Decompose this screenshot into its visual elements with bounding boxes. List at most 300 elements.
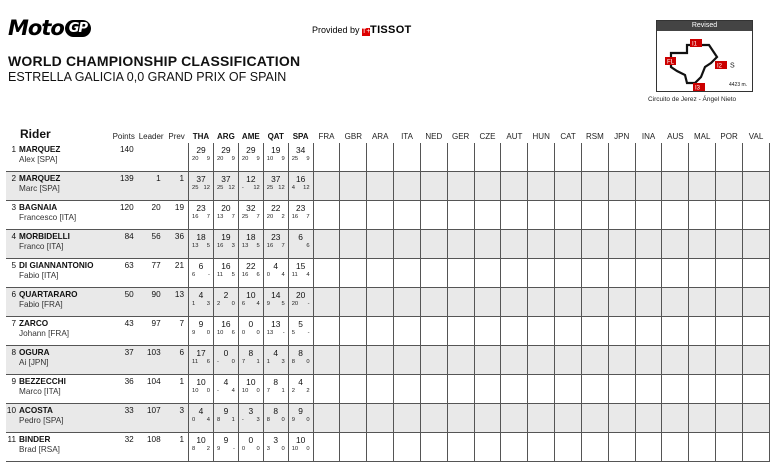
future-race-cell — [635, 172, 662, 201]
race-points: 9 — [223, 406, 229, 416]
col-future-race: GER — [451, 132, 470, 141]
future-race-cell — [340, 259, 367, 288]
race-points-a: 3 — [266, 446, 270, 452]
future-race-cell — [528, 172, 555, 201]
rider-surname: ZARCO — [19, 319, 49, 328]
future-race-cell — [313, 317, 340, 346]
future-race-cell — [581, 375, 608, 404]
col-points: Points — [112, 132, 135, 141]
sponsor-name: TISSOT — [370, 24, 412, 36]
race-points-a: 9 — [266, 301, 270, 307]
race-breakdown — [264, 213, 288, 220]
position: 5 — [11, 261, 16, 270]
future-race-cell — [394, 201, 421, 230]
track-label-i3: I3 — [695, 85, 701, 91]
race-points-a: 13 — [216, 214, 224, 220]
race-breakdown — [214, 271, 238, 278]
rider-surname: DI GIANNANTONIO — [19, 261, 94, 270]
future-race-cell — [716, 346, 743, 375]
future-race-cell — [501, 375, 528, 404]
future-race-cell — [528, 230, 555, 259]
col-future-race: CAT — [560, 132, 576, 141]
prev-gap: 1 — [165, 375, 189, 404]
race-points-a: 0 — [241, 446, 246, 452]
race-points-b: 4 — [206, 417, 210, 423]
race-result-cell — [189, 346, 214, 375]
race-points-b: 2 — [206, 446, 210, 452]
race-points: 8 — [248, 348, 254, 358]
race-breakdown — [214, 358, 238, 365]
future-race-cell — [743, 230, 770, 259]
col-future-race: ARA — [371, 132, 389, 141]
race-result-cell — [213, 259, 238, 288]
future-race-cell — [581, 201, 608, 230]
race-points: 23 — [271, 232, 281, 242]
future-race-cell — [581, 317, 608, 346]
future-race-cell — [635, 346, 662, 375]
circuit-outline-icon — [657, 31, 752, 91]
future-race-cell — [474, 375, 501, 404]
points-value: 139 — [110, 172, 138, 201]
col-future-race: RSM — [586, 132, 604, 141]
future-race-cell — [608, 230, 635, 259]
race-points: 9 — [298, 406, 303, 416]
future-race-cell — [635, 230, 662, 259]
leader-gap: 1 — [138, 172, 165, 201]
rider-cell — [6, 201, 110, 230]
future-race-cell — [474, 259, 501, 288]
future-race-cell — [367, 259, 394, 288]
position: 9 — [11, 377, 16, 386]
race-points-b: 0 — [281, 446, 285, 452]
future-race-cell — [501, 201, 528, 230]
race-result-cell — [189, 259, 214, 288]
future-race-cell — [447, 143, 474, 172]
race-breakdown — [214, 387, 238, 394]
race-points: 2 — [223, 290, 229, 300]
logo-text: Moto — [8, 16, 64, 40]
race-points: 32 — [246, 203, 256, 213]
future-race-cell — [608, 288, 635, 317]
future-race-cell — [313, 259, 340, 288]
position: 2 — [11, 174, 16, 183]
future-race-cell — [528, 288, 555, 317]
future-race-cell — [528, 404, 555, 433]
future-race-cell — [313, 230, 340, 259]
future-race-cell — [689, 143, 716, 172]
race-points: 37 — [196, 174, 206, 184]
race-result-cell — [213, 375, 238, 404]
race-points-b: 9 — [231, 156, 235, 162]
table-row — [6, 346, 770, 375]
race-breakdown — [214, 329, 238, 336]
rider-surname: BEZZECCHI — [19, 377, 66, 386]
race-breakdown — [189, 155, 213, 162]
race-points-a: 16 — [266, 243, 274, 249]
future-race-cell — [367, 288, 394, 317]
table-row — [6, 317, 770, 346]
future-race-cell — [608, 143, 635, 172]
race-points: 3 — [248, 406, 254, 416]
future-race-cell — [313, 143, 340, 172]
prev-gap: 19 — [165, 201, 189, 230]
future-race-cell — [394, 172, 421, 201]
col-future-race: ITA — [401, 132, 413, 141]
future-race-cell — [501, 143, 528, 172]
race-points-a: 10 — [266, 156, 274, 162]
future-race-cell — [340, 172, 367, 201]
position: 6 — [11, 290, 16, 299]
col-race: THA — [192, 132, 210, 141]
future-race-cell — [662, 288, 689, 317]
race-points-b: 7 — [206, 214, 210, 220]
race-points: 4 — [198, 290, 204, 300]
race-breakdown — [239, 329, 263, 336]
race-result-cell — [288, 230, 313, 259]
future-race-cell — [340, 201, 367, 230]
future-race-cell — [743, 317, 770, 346]
col-prev: Prev — [168, 132, 185, 141]
race-result-cell — [263, 346, 288, 375]
future-race-cell — [635, 404, 662, 433]
race-points-b: 3 — [256, 417, 260, 423]
future-race-cell — [743, 172, 770, 201]
rider-firstname: Francesco [ITA] — [19, 213, 77, 222]
points-value: 84 — [110, 230, 138, 259]
future-race-cell — [340, 230, 367, 259]
race-breakdown — [239, 358, 263, 365]
race-points: 8 — [273, 377, 279, 387]
race-points: 29 — [221, 145, 231, 155]
future-race-cell — [555, 404, 582, 433]
race-result-cell — [213, 143, 238, 172]
race-breakdown — [214, 300, 238, 307]
race-points: 19 — [271, 145, 281, 155]
race-breakdown — [239, 271, 263, 278]
track-map — [656, 20, 753, 92]
prev-gap: 36 — [165, 230, 189, 259]
race-points-b: 0 — [231, 301, 235, 307]
standings-table — [6, 125, 770, 462]
race-points: 29 — [246, 145, 256, 155]
future-race-cell — [581, 259, 608, 288]
race-points-a: 11 — [192, 359, 199, 365]
future-race-cell — [608, 317, 635, 346]
race-points-b: 6 — [256, 272, 260, 278]
future-race-cell — [662, 404, 689, 433]
future-race-cell — [420, 375, 447, 404]
race-result-cell — [238, 230, 263, 259]
motogp-logo — [8, 16, 91, 40]
race-points: 8 — [298, 348, 303, 358]
race-points: 4 — [273, 261, 279, 271]
race-breakdown — [214, 242, 238, 249]
future-race-cell — [501, 404, 528, 433]
race-points: 12 — [246, 174, 256, 184]
race-breakdown — [214, 416, 238, 423]
future-race-cell — [716, 259, 743, 288]
future-race-cell — [340, 317, 367, 346]
prev-gap: 13 — [165, 288, 189, 317]
race-breakdown — [189, 387, 213, 394]
race-points-b: 5 — [256, 243, 260, 249]
page-title: WORLD CHAMPIONSHIP CLASSIFICATION — [8, 53, 301, 69]
race-result-cell — [263, 230, 288, 259]
future-race-cell — [474, 317, 501, 346]
race-points-a: 5 — [291, 330, 295, 336]
race-result-cell — [213, 404, 238, 433]
race-result-cell — [238, 375, 263, 404]
future-race-cell — [608, 259, 635, 288]
position: 1 — [11, 145, 16, 154]
race-points-a: 11 — [216, 272, 223, 278]
future-race-cell — [447, 346, 474, 375]
col-future-race: FRA — [318, 132, 335, 141]
sponsor-credit — [312, 24, 412, 36]
race-breakdown — [264, 445, 288, 452]
col-future-race: JPN — [614, 132, 630, 141]
points-value: 120 — [110, 201, 138, 230]
tissot-logo-icon: T+ — [362, 28, 371, 35]
race-points: 8 — [273, 406, 279, 416]
points-value: 32 — [110, 433, 138, 462]
race-breakdown — [189, 300, 213, 307]
race-points-b: 3 — [206, 301, 210, 307]
future-race-cell — [447, 201, 474, 230]
race-breakdown — [239, 242, 263, 249]
race-points-b: 0 — [206, 330, 210, 336]
col-future-race: MAL — [693, 132, 711, 141]
future-race-cell — [743, 404, 770, 433]
race-points-a: 0 — [266, 272, 270, 278]
race-points-a: 25 — [266, 185, 274, 191]
race-breakdown — [289, 358, 313, 365]
race-result-cell — [189, 230, 214, 259]
race-points-b: - — [282, 330, 285, 336]
table-row — [6, 288, 770, 317]
race-points: 19 — [221, 232, 231, 242]
prev-gap: 1 — [165, 172, 189, 201]
track-label-i1: I1 — [692, 41, 698, 48]
rider-firstname: Ai [JPN] — [19, 358, 49, 367]
race-points: 4 — [198, 406, 204, 416]
race-points: 16 — [221, 261, 231, 271]
race-points-b: 0 — [256, 388, 260, 394]
rider-surname: BAGNAIA — [19, 203, 58, 212]
future-race-cell — [420, 259, 447, 288]
future-race-cell — [447, 375, 474, 404]
leader-gap: 104 — [138, 375, 165, 404]
prev-gap: 21 — [165, 259, 189, 288]
points-value: 37 — [110, 346, 138, 375]
future-race-cell — [474, 172, 501, 201]
table-row — [6, 172, 770, 201]
race-breakdown — [264, 155, 288, 162]
race-points-a: 1 — [266, 359, 270, 365]
race-breakdown — [189, 416, 213, 423]
future-race-cell — [689, 375, 716, 404]
track-status: Revised — [657, 21, 752, 31]
race-points-a: 7 — [266, 388, 270, 394]
future-race-cell — [420, 404, 447, 433]
leader-gap: 103 — [138, 346, 165, 375]
race-points-b: - — [208, 272, 210, 278]
future-race-cell — [662, 172, 689, 201]
future-race-cell — [474, 201, 501, 230]
future-race-cell — [608, 172, 635, 201]
future-race-cell — [555, 288, 582, 317]
position: 3 — [11, 203, 16, 212]
race-points-a: 13 — [266, 330, 274, 336]
page-subtitle: ESTRELLA GALICIA 0,0 GRAND PRIX OF SPAIN — [8, 70, 287, 84]
race-result-cell — [263, 172, 288, 201]
future-race-cell — [394, 259, 421, 288]
race-points-a: 8 — [291, 359, 295, 365]
points-value: 43 — [110, 317, 138, 346]
race-points: 6 — [198, 261, 204, 271]
race-points-a: 1 — [192, 301, 196, 307]
leader-gap: 56 — [138, 230, 165, 259]
race-points-a: 16 — [192, 214, 199, 220]
future-race-cell — [528, 259, 555, 288]
race-points: 15 — [295, 261, 306, 271]
table-row — [6, 259, 770, 288]
future-race-cell — [581, 143, 608, 172]
rider-firstname: Fabio [ITA] — [19, 271, 59, 280]
race-breakdown — [214, 213, 238, 220]
race-points-a: 20 — [291, 301, 299, 307]
race-result-cell — [288, 201, 313, 230]
race-points-a: 2 — [291, 388, 295, 394]
col-race: AME — [241, 132, 260, 141]
future-race-cell — [689, 230, 716, 259]
position: 10 — [6, 406, 16, 415]
race-points-b: 12 — [203, 185, 210, 191]
future-race-cell — [635, 317, 662, 346]
race-points: 3 — [273, 435, 279, 445]
race-points-a: 7 — [241, 359, 246, 365]
race-breakdown — [264, 387, 288, 394]
race-points: 13 — [271, 319, 281, 329]
race-result-cell — [288, 346, 313, 375]
race-points-a: 11 — [291, 272, 298, 278]
future-race-cell — [474, 346, 501, 375]
col-future-race: VAL — [748, 132, 764, 141]
future-race-cell — [420, 143, 447, 172]
race-breakdown — [289, 445, 313, 452]
race-points-a: - — [241, 185, 244, 191]
race-breakdown — [189, 213, 213, 220]
rider-surname: BINDER — [19, 435, 51, 444]
rider-cell — [6, 143, 110, 172]
table-row — [6, 143, 770, 172]
race-points-b: 9 — [206, 156, 210, 162]
race-points-b: 5 — [206, 243, 210, 249]
race-result-cell — [213, 201, 238, 230]
rider-cell — [6, 259, 110, 288]
future-race-cell — [662, 346, 689, 375]
race-breakdown — [264, 242, 288, 249]
rider-surname: MARQUEZ — [19, 174, 61, 183]
col-future-race: AUS — [667, 132, 684, 141]
future-race-cell — [420, 288, 447, 317]
future-race-cell — [528, 201, 555, 230]
rider-cell — [6, 346, 110, 375]
race-points: 23 — [295, 203, 306, 213]
provided-by-label: Provided by — [312, 25, 360, 35]
race-result-cell — [288, 404, 313, 433]
future-race-cell — [394, 288, 421, 317]
race-points: 37 — [271, 174, 281, 184]
rider-cell — [6, 404, 110, 433]
future-race-cell — [743, 259, 770, 288]
leader-gap: 97 — [138, 317, 165, 346]
future-race-cell — [662, 230, 689, 259]
race-points-b: 12 — [228, 185, 235, 191]
race-breakdown — [289, 329, 313, 336]
future-race-cell — [447, 288, 474, 317]
future-race-cell — [367, 230, 394, 259]
race-points: 14 — [271, 290, 281, 300]
race-points: 18 — [196, 232, 206, 242]
race-breakdown — [214, 184, 238, 191]
race-points-b: 4 — [281, 272, 285, 278]
race-points-a: - — [216, 359, 219, 365]
race-points-b: 9 — [281, 156, 285, 162]
future-race-cell — [635, 288, 662, 317]
race-result-cell — [238, 288, 263, 317]
future-race-cell — [501, 346, 528, 375]
track-length: 4423 m. — [729, 82, 748, 88]
rider-firstname: Franco [ITA] — [19, 242, 64, 251]
future-race-cell — [635, 375, 662, 404]
race-points-a: 2 — [216, 301, 221, 307]
leader-gap: 108 — [138, 433, 165, 462]
rider-firstname: Marco [ITA] — [19, 387, 61, 396]
race-points-a: 4 — [291, 185, 295, 191]
race-result-cell — [263, 288, 288, 317]
future-race-cell — [555, 259, 582, 288]
race-points-b: 6 — [306, 243, 310, 249]
race-result-cell — [189, 375, 214, 404]
future-race-cell — [555, 172, 582, 201]
race-points: 16 — [221, 319, 231, 329]
race-points: 10 — [196, 435, 206, 445]
rider-surname: OGURA — [19, 348, 50, 357]
future-race-cell — [662, 375, 689, 404]
prev-gap — [165, 143, 189, 172]
race-points-b: 6 — [206, 359, 210, 365]
race-breakdown — [189, 445, 213, 452]
future-race-cell — [474, 143, 501, 172]
race-points-a: - — [241, 417, 244, 423]
future-race-cell — [689, 346, 716, 375]
future-race-cell — [608, 201, 635, 230]
race-points: 10 — [196, 377, 206, 387]
race-points-b: 1 — [231, 417, 235, 423]
col-future-race: INA — [641, 132, 656, 141]
race-points-b: 9 — [306, 156, 310, 162]
race-points-a: 20 — [241, 156, 249, 162]
future-race-cell — [662, 317, 689, 346]
future-race-cell — [662, 201, 689, 230]
prev-gap: 3 — [165, 404, 189, 433]
future-race-cell — [501, 317, 528, 346]
future-race-cell — [716, 143, 743, 172]
race-points: 5 — [298, 319, 303, 329]
race-points-a: 20 — [192, 156, 199, 162]
rider-firstname: Pedro [SPA] — [19, 416, 64, 425]
